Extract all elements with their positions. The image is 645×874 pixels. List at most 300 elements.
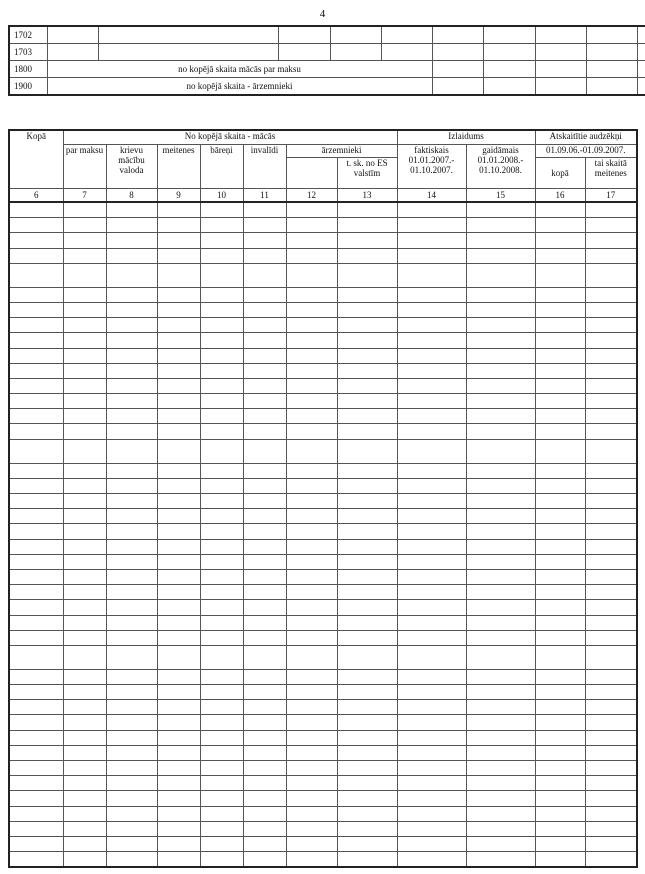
table-cell[interactable] (585, 233, 637, 248)
table-cell[interactable] (243, 378, 286, 393)
table-cell[interactable] (200, 478, 243, 493)
table-cell[interactable] (9, 645, 63, 669)
table-cell[interactable] (106, 821, 157, 836)
table-cell[interactable] (535, 730, 585, 745)
table-cell[interactable] (466, 263, 535, 287)
table-cell[interactable] (466, 509, 535, 524)
table-cell[interactable] (535, 615, 585, 630)
table-cell[interactable] (466, 248, 535, 263)
table-cell[interactable] (243, 348, 286, 363)
table-cell[interactable] (337, 715, 397, 730)
table-cell[interactable] (585, 218, 637, 233)
table-cell[interactable] (157, 776, 200, 791)
table-cell[interactable] (397, 363, 466, 378)
table-cell[interactable] (337, 791, 397, 806)
table-cell[interactable] (337, 202, 397, 218)
table-cell[interactable] (200, 806, 243, 821)
table-cell[interactable] (397, 685, 466, 700)
table-cell[interactable] (200, 463, 243, 478)
table-cell[interactable] (337, 685, 397, 700)
table-cell[interactable] (157, 218, 200, 233)
table-cell[interactable] (157, 806, 200, 821)
table-cell[interactable] (243, 852, 286, 868)
table-cell[interactable] (243, 615, 286, 630)
table-cell[interactable] (200, 821, 243, 836)
table-cell[interactable] (585, 287, 637, 302)
table-cell[interactable] (200, 630, 243, 645)
table-cell[interactable] (337, 424, 397, 439)
table-cell[interactable] (157, 248, 200, 263)
table-cell[interactable] (585, 630, 637, 645)
table-cell[interactable] (585, 494, 637, 509)
table-cell[interactable] (243, 218, 286, 233)
table-cell[interactable] (243, 463, 286, 478)
table-cell[interactable] (397, 494, 466, 509)
table-cell[interactable] (337, 700, 397, 715)
table-cell[interactable] (106, 745, 157, 760)
table-cell[interactable] (535, 494, 585, 509)
table-cell[interactable] (200, 378, 243, 393)
table-cell[interactable] (535, 463, 585, 478)
table-cell[interactable] (200, 439, 243, 463)
table-cell[interactable] (243, 569, 286, 584)
table-cell[interactable] (585, 363, 637, 378)
table-cell[interactable] (466, 378, 535, 393)
table-cell[interactable] (466, 233, 535, 248)
table-cell[interactable] (286, 615, 337, 630)
table-cell[interactable] (106, 287, 157, 302)
table-cell[interactable] (337, 524, 397, 539)
table-cell[interactable] (337, 569, 397, 584)
table-cell[interactable] (200, 318, 243, 333)
table-cell[interactable] (200, 409, 243, 424)
table-cell[interactable] (286, 730, 337, 745)
table-cell[interactable] (337, 263, 397, 287)
table-cell[interactable] (466, 202, 535, 218)
table-cell[interactable] (63, 745, 106, 760)
table-cell[interactable] (337, 509, 397, 524)
table-cell[interactable] (200, 730, 243, 745)
table-cell[interactable] (200, 248, 243, 263)
table-cell[interactable] (286, 378, 337, 393)
table-cell[interactable] (585, 463, 637, 478)
table-cell[interactable] (535, 600, 585, 615)
table-cell[interactable] (535, 685, 585, 700)
table-cell[interactable] (106, 348, 157, 363)
table-cell[interactable] (397, 233, 466, 248)
table-cell[interactable] (535, 645, 585, 669)
table-cell[interactable] (535, 424, 585, 439)
table-cell[interactable] (286, 585, 337, 600)
table-cell[interactable] (337, 539, 397, 554)
table-cell[interactable] (243, 363, 286, 378)
table-cell[interactable] (157, 524, 200, 539)
table-cell[interactable] (397, 852, 466, 868)
table-cell[interactable] (243, 478, 286, 493)
table-cell[interactable] (243, 424, 286, 439)
table-cell[interactable] (286, 776, 337, 791)
table-cell[interactable] (286, 745, 337, 760)
table-cell[interactable] (286, 630, 337, 645)
table-cell[interactable] (9, 202, 63, 218)
table-cell[interactable] (9, 852, 63, 868)
table-cell[interactable] (466, 363, 535, 378)
table-cell[interactable] (337, 776, 397, 791)
table-cell[interactable] (106, 730, 157, 745)
table-cell[interactable] (9, 715, 63, 730)
table-cell[interactable] (535, 700, 585, 715)
table-cell[interactable] (106, 761, 157, 776)
table-cell[interactable] (286, 363, 337, 378)
table-cell[interactable] (397, 524, 466, 539)
table-cell[interactable] (337, 409, 397, 424)
table-cell[interactable] (9, 791, 63, 806)
table-cell[interactable] (157, 630, 200, 645)
table-cell[interactable] (63, 378, 106, 393)
table-cell[interactable] (63, 554, 106, 569)
table-cell[interactable] (535, 715, 585, 730)
table-cell[interactable] (397, 600, 466, 615)
table-cell[interactable] (157, 424, 200, 439)
table-cell[interactable] (9, 409, 63, 424)
table-cell[interactable] (535, 478, 585, 493)
table-cell[interactable] (200, 394, 243, 409)
table-cell[interactable] (243, 509, 286, 524)
table-cell[interactable] (106, 791, 157, 806)
table-cell[interactable] (585, 715, 637, 730)
table-cell[interactable] (243, 585, 286, 600)
table-cell[interactable] (63, 424, 106, 439)
table-cell[interactable] (243, 233, 286, 248)
table-cell[interactable] (397, 730, 466, 745)
table-cell[interactable] (9, 218, 63, 233)
table-cell[interactable] (585, 836, 637, 851)
table-cell[interactable] (243, 539, 286, 554)
table-cell[interactable] (9, 836, 63, 851)
table-cell[interactable] (535, 539, 585, 554)
table-cell[interactable] (535, 394, 585, 409)
table-cell[interactable] (585, 318, 637, 333)
table-cell[interactable] (337, 669, 397, 684)
table-cell[interactable] (585, 776, 637, 791)
table-cell[interactable] (337, 463, 397, 478)
table-cell[interactable] (286, 554, 337, 569)
table-cell[interactable] (9, 669, 63, 684)
table-cell[interactable] (466, 394, 535, 409)
table-cell[interactable] (243, 669, 286, 684)
table-cell[interactable] (466, 630, 535, 645)
table-cell[interactable] (397, 263, 466, 287)
table-cell[interactable] (63, 233, 106, 248)
table-cell[interactable] (200, 745, 243, 760)
table-cell[interactable] (106, 539, 157, 554)
table-cell[interactable] (337, 600, 397, 615)
table-cell[interactable] (535, 218, 585, 233)
table-cell[interactable] (106, 363, 157, 378)
table-cell[interactable] (106, 806, 157, 821)
table-cell[interactable] (585, 333, 637, 348)
table-cell[interactable] (585, 378, 637, 393)
table-cell[interactable] (243, 791, 286, 806)
table-cell[interactable] (466, 409, 535, 424)
table-cell[interactable] (243, 524, 286, 539)
table-cell[interactable] (585, 394, 637, 409)
table-cell[interactable] (157, 569, 200, 584)
table-cell[interactable] (466, 615, 535, 630)
table-cell[interactable] (63, 806, 106, 821)
table-cell[interactable] (585, 348, 637, 363)
table-cell[interactable] (106, 554, 157, 569)
table-cell[interactable] (337, 806, 397, 821)
table-cell[interactable] (535, 585, 585, 600)
table-cell[interactable] (63, 685, 106, 700)
table-cell[interactable] (200, 761, 243, 776)
table-cell[interactable] (106, 700, 157, 715)
table-cell[interactable] (157, 202, 200, 218)
table-cell[interactable] (466, 539, 535, 554)
table-cell[interactable] (63, 202, 106, 218)
table-cell[interactable] (157, 509, 200, 524)
table-cell[interactable] (286, 409, 337, 424)
table-cell[interactable] (585, 852, 637, 868)
table-cell[interactable] (466, 302, 535, 317)
table-cell[interactable] (63, 645, 106, 669)
table-cell[interactable] (397, 287, 466, 302)
table-cell[interactable] (535, 248, 585, 263)
table-cell[interactable] (63, 509, 106, 524)
table-cell[interactable] (243, 761, 286, 776)
table-cell[interactable] (200, 836, 243, 851)
table-cell[interactable] (243, 554, 286, 569)
table-cell[interactable] (466, 791, 535, 806)
table-cell[interactable] (397, 202, 466, 218)
table-cell[interactable] (157, 463, 200, 478)
table-cell[interactable] (200, 539, 243, 554)
table-cell[interactable] (397, 318, 466, 333)
table-cell[interactable] (63, 494, 106, 509)
table-cell[interactable] (106, 569, 157, 584)
table-cell[interactable] (535, 806, 585, 821)
table-cell[interactable] (337, 318, 397, 333)
table-cell[interactable] (157, 585, 200, 600)
table-cell[interactable] (9, 509, 63, 524)
table-cell[interactable] (466, 852, 535, 868)
table-cell[interactable] (9, 318, 63, 333)
table-cell[interactable] (200, 615, 243, 630)
table-cell[interactable] (535, 302, 585, 317)
table-cell[interactable] (157, 439, 200, 463)
table-cell[interactable] (286, 821, 337, 836)
table-cell[interactable] (466, 585, 535, 600)
table-cell[interactable] (397, 539, 466, 554)
table-cell[interactable] (200, 509, 243, 524)
table-cell[interactable] (9, 394, 63, 409)
table-cell[interactable] (397, 348, 466, 363)
table-cell[interactable] (63, 569, 106, 584)
table-cell[interactable] (337, 745, 397, 760)
table-cell[interactable] (243, 409, 286, 424)
table-cell[interactable] (106, 378, 157, 393)
table-cell[interactable] (337, 394, 397, 409)
table-cell[interactable] (397, 478, 466, 493)
table-cell[interactable] (200, 233, 243, 248)
table-cell[interactable] (106, 248, 157, 263)
table-cell[interactable] (585, 645, 637, 669)
table-cell[interactable] (585, 821, 637, 836)
table-cell[interactable] (585, 669, 637, 684)
table-cell[interactable] (200, 600, 243, 615)
table-cell[interactable] (243, 439, 286, 463)
table-cell[interactable] (535, 745, 585, 760)
table-cell[interactable] (9, 494, 63, 509)
table-cell[interactable] (466, 424, 535, 439)
table-cell[interactable] (106, 585, 157, 600)
table-cell[interactable] (585, 524, 637, 539)
table-cell[interactable] (9, 263, 63, 287)
table-cell[interactable] (466, 806, 535, 821)
table-cell[interactable] (466, 745, 535, 760)
table-cell[interactable] (200, 333, 243, 348)
table-cell[interactable] (243, 302, 286, 317)
table-cell[interactable] (466, 439, 535, 463)
table-cell[interactable] (200, 363, 243, 378)
table-cell[interactable] (397, 630, 466, 645)
table-cell[interactable] (63, 302, 106, 317)
table-cell[interactable] (466, 348, 535, 363)
table-cell[interactable] (535, 569, 585, 584)
table-cell[interactable] (466, 569, 535, 584)
table-cell[interactable] (106, 494, 157, 509)
table-cell[interactable] (157, 478, 200, 493)
table-cell[interactable] (157, 378, 200, 393)
table-cell[interactable] (397, 509, 466, 524)
table-cell[interactable] (337, 836, 397, 851)
table-cell[interactable] (157, 363, 200, 378)
table-cell[interactable] (397, 333, 466, 348)
table-cell[interactable] (157, 302, 200, 317)
table-cell[interactable] (466, 669, 535, 684)
table-cell[interactable] (466, 685, 535, 700)
table-cell[interactable] (9, 821, 63, 836)
table-cell[interactable] (157, 494, 200, 509)
table-cell[interactable] (397, 554, 466, 569)
table-cell[interactable] (337, 248, 397, 263)
table-cell[interactable] (466, 318, 535, 333)
table-cell[interactable] (466, 645, 535, 669)
table-cell[interactable] (63, 715, 106, 730)
table-cell[interactable] (9, 233, 63, 248)
table-cell[interactable] (585, 478, 637, 493)
table-cell[interactable] (397, 394, 466, 409)
table-cell[interactable] (286, 424, 337, 439)
table-cell[interactable] (243, 745, 286, 760)
table-cell[interactable] (286, 233, 337, 248)
table-cell[interactable] (585, 730, 637, 745)
table-cell[interactable] (243, 645, 286, 669)
table-cell[interactable] (466, 494, 535, 509)
table-cell[interactable] (106, 685, 157, 700)
table-cell[interactable] (200, 776, 243, 791)
table-cell[interactable] (157, 333, 200, 348)
table-cell[interactable] (63, 318, 106, 333)
table-cell[interactable] (466, 715, 535, 730)
table-cell[interactable] (286, 539, 337, 554)
table-cell[interactable] (106, 509, 157, 524)
table-cell[interactable] (9, 776, 63, 791)
table-cell[interactable] (157, 287, 200, 302)
table-cell[interactable] (337, 494, 397, 509)
table-cell[interactable] (9, 378, 63, 393)
table-cell[interactable] (337, 761, 397, 776)
table-cell[interactable] (286, 669, 337, 684)
table-cell[interactable] (286, 569, 337, 584)
table-cell[interactable] (286, 645, 337, 669)
table-cell[interactable] (397, 700, 466, 715)
table-cell[interactable] (243, 821, 286, 836)
table-cell[interactable] (286, 509, 337, 524)
table-cell[interactable] (585, 761, 637, 776)
table-cell[interactable] (535, 509, 585, 524)
table-cell[interactable] (337, 287, 397, 302)
table-cell[interactable] (337, 233, 397, 248)
table-cell[interactable] (466, 524, 535, 539)
table-cell[interactable] (200, 645, 243, 669)
table-cell[interactable] (63, 409, 106, 424)
table-cell[interactable] (106, 302, 157, 317)
table-cell[interactable] (106, 333, 157, 348)
table-cell[interactable] (243, 836, 286, 851)
table-cell[interactable] (157, 615, 200, 630)
table-cell[interactable] (157, 745, 200, 760)
table-cell[interactable] (200, 700, 243, 715)
table-cell[interactable] (63, 791, 106, 806)
table-cell[interactable] (200, 569, 243, 584)
table-cell[interactable] (9, 333, 63, 348)
table-cell[interactable] (397, 821, 466, 836)
table-cell[interactable] (9, 363, 63, 378)
table-cell[interactable] (63, 821, 106, 836)
table-cell[interactable] (397, 248, 466, 263)
table-cell[interactable] (106, 776, 157, 791)
table-cell[interactable] (535, 233, 585, 248)
table-cell[interactable] (243, 685, 286, 700)
table-cell[interactable] (286, 263, 337, 287)
table-cell[interactable] (9, 615, 63, 630)
table-cell[interactable] (157, 348, 200, 363)
table-cell[interactable] (286, 463, 337, 478)
table-cell[interactable] (286, 715, 337, 730)
table-cell[interactable] (397, 439, 466, 463)
table-cell[interactable] (397, 409, 466, 424)
table-cell[interactable] (106, 615, 157, 630)
table-cell[interactable] (106, 318, 157, 333)
table-cell[interactable] (535, 318, 585, 333)
table-cell[interactable] (243, 494, 286, 509)
table-cell[interactable] (535, 263, 585, 287)
table-cell[interactable] (466, 761, 535, 776)
table-cell[interactable] (535, 761, 585, 776)
table-cell[interactable] (9, 463, 63, 478)
table-cell[interactable] (63, 263, 106, 287)
table-cell[interactable] (106, 715, 157, 730)
table-cell[interactable] (63, 776, 106, 791)
table-cell[interactable] (535, 378, 585, 393)
table-cell[interactable] (337, 363, 397, 378)
table-cell[interactable] (106, 394, 157, 409)
table-cell[interactable] (157, 761, 200, 776)
table-cell[interactable] (535, 852, 585, 868)
table-cell[interactable] (157, 233, 200, 248)
